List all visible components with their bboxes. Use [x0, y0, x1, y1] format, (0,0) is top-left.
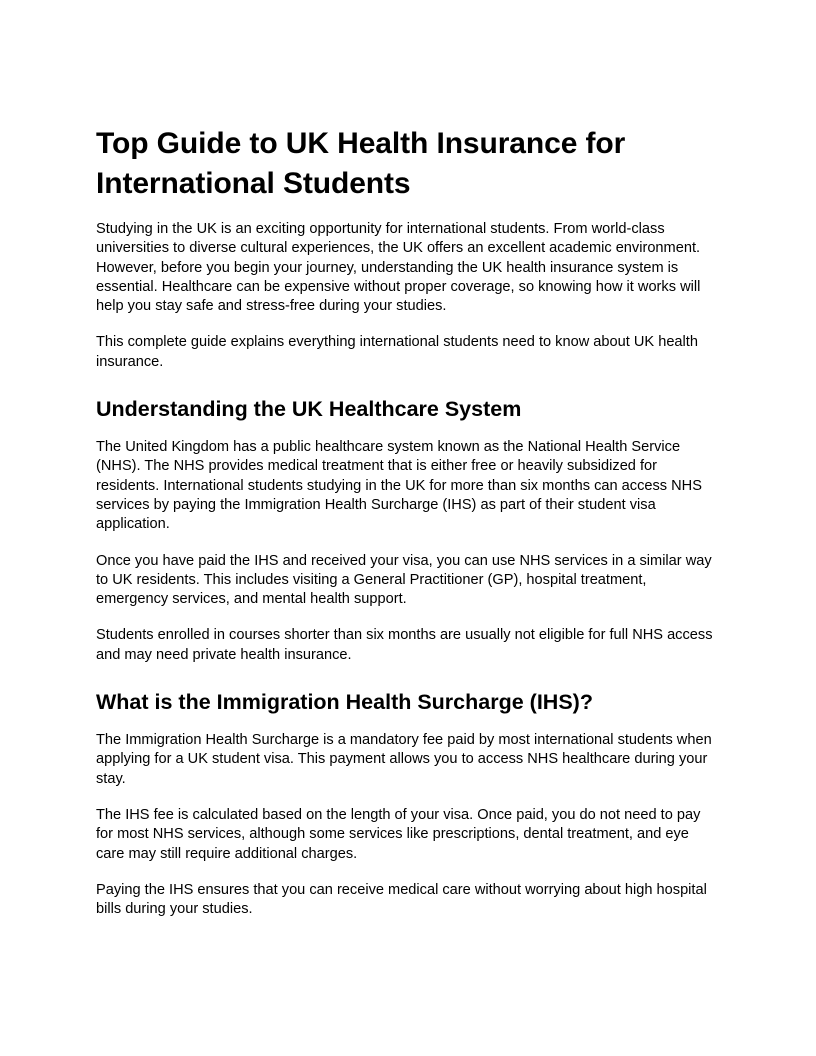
section-2-paragraph-1: The Immigration Health Surcharge is a mandatory fee paid by most international students when applying for a UK student visa. This payment allows you to access NHS healthcare during your stay. [96, 732, 712, 787]
intro-paragraph-2: This complete guide explains everything international students need to know about UK health insurance. [96, 334, 698, 370]
section-1-paragraph-3: Students enrolled in courses shorter than six months are usually not eligible for full NHS access and may need private health insurance. [96, 627, 713, 663]
document-page [96, 124, 720, 919]
section-1-paragraph-2: Once you have paid the IHS and received your visa, you can use NHS services in a similar way to UK residents. This includes visiting a General Practitioner (GP), hospital treatment, emergency services, and mental health support. [96, 552, 712, 608]
page-title: Top Guide to UK Health Insurance for International Students [96, 127, 626, 200]
section-2-paragraph-3: Paying the IHS ensures that you can receive medical care without worrying about high hospital bills during your studies. [96, 881, 707, 918]
intro-paragraph-1: Studying in the UK is an exciting opportunity for international students. From world-class universities to diverse cultural experiences, the UK offers an excellent academic environment. However, before you begin your journey, understanding the UK health insurance system is essential. Healthcare can be expensive without proper coverage, so knowing how it works will help you stay safe and stress-free during your studies. [96, 221, 701, 315]
section-heading-ihs: What is the Immigration Health Surcharge (IHS)? [96, 690, 593, 715]
section-heading-healthcare-system: Understanding the UK Healthcare System [96, 397, 522, 422]
section-2-paragraph-2: The IHS fee is calculated based on the length of your visa. Once paid, you do not need to pay for most NHS services, although some services like prescriptions, dental treatment, and eye care may still require additional charges. [96, 806, 701, 862]
section-1-paragraph-1: The United Kingdom has a public healthcare system known as the National Health Service (NHS). The NHS provides medical treatment that is either free or heavily subsidized for residents. International students studying in the UK for more than six months can access NHS services by paying the Immigration Health Surcharge (IHS) as part of their student visa application. [96, 439, 702, 533]
